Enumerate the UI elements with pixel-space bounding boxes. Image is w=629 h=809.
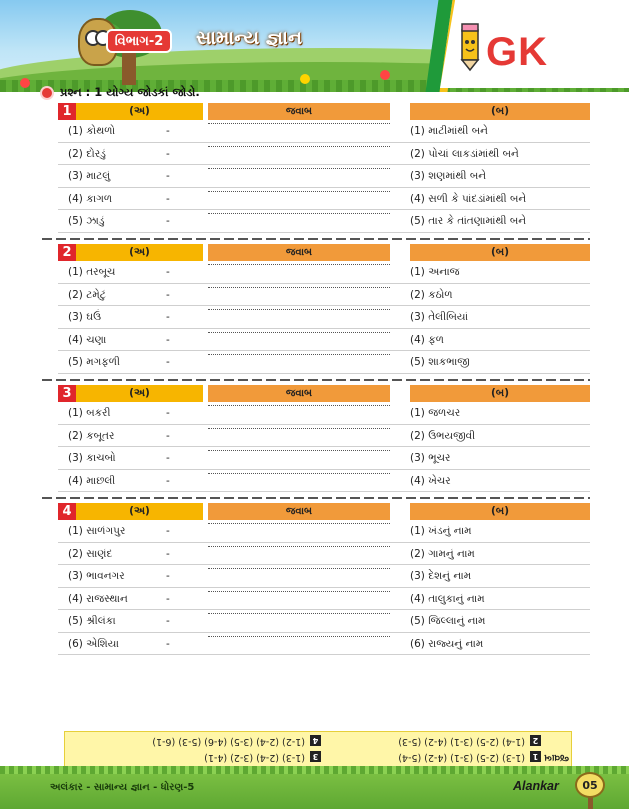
- dash: -: [166, 547, 170, 560]
- item-b: (1) માટીમાંથી બને: [410, 125, 488, 137]
- key-number: 1: [530, 751, 541, 762]
- item-b: (4) ફળ: [410, 333, 444, 346]
- item-b: (3) દેશનું નામ: [410, 570, 472, 582]
- answer-blank[interactable]: [208, 309, 390, 310]
- section-header: [58, 244, 590, 261]
- item-a: (1) બકરી: [68, 407, 111, 419]
- column-a-header: (અ): [76, 385, 203, 402]
- item-a: (6) એશિયા: [68, 637, 119, 650]
- dash: -: [166, 452, 170, 464]
- answer-blank[interactable]: [208, 591, 390, 592]
- match-row: [58, 447, 590, 470]
- match-row: [58, 470, 590, 493]
- section-number: 2: [58, 244, 76, 261]
- item-b: (5) તાર કે તાંતણામાંથી બને: [410, 215, 527, 227]
- item-a: (2) કબૂતર: [68, 429, 115, 442]
- bullet-icon: [42, 88, 52, 98]
- item-a: (3) ભાવનગર: [68, 570, 125, 582]
- answer-blank[interactable]: [208, 473, 390, 474]
- answer-blank[interactable]: [208, 213, 390, 214]
- answer-blank[interactable]: [208, 146, 390, 147]
- page-number: 05: [575, 772, 605, 798]
- answer-column-header: જવાબ: [208, 244, 390, 261]
- key-number: 3: [310, 751, 321, 762]
- dash: -: [166, 570, 170, 582]
- answer-column-header: જવાબ: [208, 385, 390, 402]
- key-number: 2: [530, 735, 541, 746]
- item-a: (4) ચણા: [68, 333, 107, 346]
- flower-icon: [380, 70, 390, 80]
- match-row: [58, 543, 590, 566]
- answer-column-header: જવાબ: [208, 103, 390, 120]
- answer-blank[interactable]: [208, 613, 390, 614]
- item-b: (2) ગામનું નામ: [410, 547, 475, 560]
- item-b: (3) તેલીબિયાં: [410, 311, 469, 323]
- dash: -: [166, 356, 170, 368]
- flower-icon: [300, 74, 310, 84]
- item-a: (4) રાજસ્થાન: [68, 592, 128, 605]
- dash: -: [166, 637, 170, 650]
- answer-blank[interactable]: [208, 123, 390, 124]
- match-row: [58, 210, 590, 233]
- pencil-character-icon: [452, 22, 488, 72]
- dash: -: [166, 592, 170, 605]
- item-b: (1) અનાજ: [410, 266, 460, 278]
- answer-key: [64, 731, 572, 769]
- dash: -: [166, 288, 170, 301]
- item-b: (4) ખેચર: [410, 474, 451, 487]
- answer-blank[interactable]: [208, 636, 390, 637]
- section-header: [58, 385, 590, 402]
- match-row: [58, 588, 590, 611]
- key-answers: (1-2) (2-4) (3-5) (4-6) (5-3) (6-1): [152, 736, 305, 747]
- item-b: (3) શણમાંથી બને: [410, 170, 487, 182]
- match-row: [58, 306, 590, 329]
- dash: -: [166, 147, 170, 160]
- answer-blank[interactable]: [208, 428, 390, 429]
- item-a: (3) કાચબો: [68, 452, 116, 464]
- dash: -: [166, 615, 170, 627]
- item-b: (5) જિલ્લાનું નામ: [410, 615, 486, 627]
- answer-blank[interactable]: [208, 191, 390, 192]
- item-a: (3) ઘઉં: [68, 311, 102, 323]
- answer-blank[interactable]: [208, 523, 390, 524]
- item-b: (4) તાલુકાનું નામ: [410, 592, 485, 605]
- answer-blank[interactable]: [208, 168, 390, 169]
- section-header: [58, 103, 590, 120]
- footer-text: અલંકાર - સામાન્ય જ્ઞાન - ધોરણ-5: [50, 782, 195, 793]
- item-b: (6) રાજ્યનું નામ: [410, 637, 484, 650]
- column-b-header: (બ): [410, 244, 590, 261]
- match-row: [58, 284, 590, 307]
- section-divider: [42, 238, 590, 240]
- flower-icon: [20, 78, 30, 88]
- dash: -: [166, 525, 170, 537]
- top-banner: [0, 0, 629, 92]
- question-text: પ્રશ્ન : 1 યોગ્ય જોડકાં જોડો.: [60, 85, 200, 99]
- brand-logo: Alankar: [513, 779, 559, 793]
- item-a: (2) દોરડું: [68, 147, 106, 160]
- key-answers: (1-4) (2-5) (3-1) (4-2) (5-3): [398, 736, 525, 747]
- match-row: [58, 143, 590, 166]
- dash: -: [166, 474, 170, 487]
- answer-blank[interactable]: [208, 354, 390, 355]
- item-b: (5) શાકભાજી: [410, 356, 470, 368]
- match-row: [58, 120, 590, 143]
- section-label-badge: વિભાગ-2: [106, 29, 172, 53]
- column-a-header: (અ): [76, 103, 203, 120]
- item-b: (1) જળચર: [410, 407, 461, 419]
- section-divider: [42, 379, 590, 381]
- section-number: 4: [58, 503, 76, 520]
- dash: -: [166, 192, 170, 205]
- column-a-header: (અ): [76, 244, 203, 261]
- match-row: [58, 188, 590, 211]
- item-a: (1) સાળંગપુર: [68, 525, 126, 537]
- match-row: [58, 165, 590, 188]
- answer-blank[interactable]: [208, 450, 390, 451]
- item-a: (5) ઝાડું: [68, 215, 105, 227]
- key-answers: (1-3) (2-5) (3-1) (4-2) (5-4): [398, 752, 525, 763]
- dash: -: [166, 407, 170, 419]
- item-a: (3) માટલું: [68, 170, 111, 182]
- item-a: (4) કાગળ: [68, 192, 113, 205]
- item-a: (1) તરબૂચ: [68, 266, 116, 278]
- key-number: 4: [310, 735, 321, 746]
- match-row: [58, 633, 590, 656]
- item-b: (2) પોચાં લાકડાંમાંથી બને: [410, 147, 519, 160]
- answer-blank[interactable]: [208, 546, 390, 547]
- column-a-header: (અ): [76, 503, 203, 520]
- match-row: [58, 261, 590, 284]
- dash: -: [166, 311, 170, 323]
- item-b: (2) ઉભયજીવી: [410, 429, 476, 442]
- footer-grass: [0, 766, 629, 774]
- dash: -: [166, 125, 170, 137]
- item-a: (2) સાણંદ: [68, 547, 113, 560]
- match-row: [58, 425, 590, 448]
- subject-title: સામાન્ય જ્ઞાન: [196, 27, 303, 49]
- item-b: (4) સળી કે પાંદડાંમાંથી બને: [410, 192, 527, 205]
- footer: [0, 772, 629, 809]
- match-row: [58, 610, 590, 633]
- dash: -: [166, 333, 170, 346]
- answer-column-header: જવાબ: [208, 503, 390, 520]
- item-b: (3) ભૂચર: [410, 452, 451, 464]
- item-b: (1) ખંડનું નામ: [410, 525, 472, 537]
- answer-key-label: જવાબ :: [537, 752, 569, 763]
- section-divider: [42, 497, 590, 499]
- answer-blank[interactable]: [208, 568, 390, 569]
- section-number: 1: [58, 103, 76, 120]
- answer-blank[interactable]: [208, 264, 390, 265]
- match-row: [58, 351, 590, 374]
- column-b-header: (બ): [410, 385, 590, 402]
- item-a: (4) માછલી: [68, 474, 116, 487]
- item-a: (1) કોથળો: [68, 125, 116, 137]
- key-answers: (1-3) (2-4) (3-2) (4-1): [204, 752, 305, 763]
- item-a: (5) મગફળી: [68, 356, 120, 368]
- item-a: (5) શ્રીલંકા: [68, 615, 116, 627]
- dash: -: [166, 215, 170, 227]
- item-b: (2) કઠોળ: [410, 288, 453, 301]
- section-number: 3: [58, 385, 76, 402]
- dash: -: [166, 266, 170, 278]
- match-row: [58, 520, 590, 543]
- answer-key-inverted: [65, 732, 571, 768]
- item-a: (2) ટમેટું: [68, 288, 106, 301]
- dash: -: [166, 429, 170, 442]
- question-heading: [42, 85, 200, 100]
- gk-logo: GK: [486, 30, 548, 74]
- match-row: [58, 565, 590, 588]
- column-b-header: (બ): [410, 503, 590, 520]
- column-b-header: (બ): [410, 103, 590, 120]
- answer-blank[interactable]: [208, 332, 390, 333]
- dash: -: [166, 170, 170, 182]
- answer-blank[interactable]: [208, 405, 390, 406]
- match-row: [58, 402, 590, 425]
- match-row: [58, 329, 590, 352]
- section-header: [58, 503, 590, 520]
- answer-blank[interactable]: [208, 287, 390, 288]
